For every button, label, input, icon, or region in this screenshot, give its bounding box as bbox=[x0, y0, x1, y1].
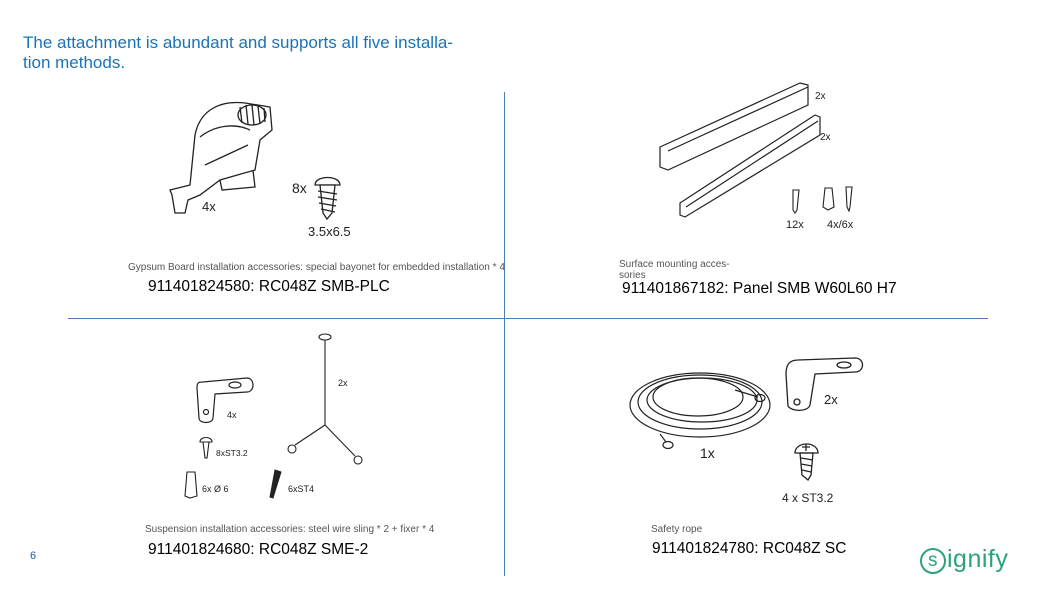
page-title-line-2: tion methods. bbox=[23, 53, 126, 72]
bracket-qty: 4x bbox=[202, 199, 216, 214]
vertical-divider bbox=[504, 92, 505, 576]
plate-qty: 4x bbox=[227, 410, 237, 420]
section-1-caption: Gypsum Board installation accessories: special bayonet for embedded installation * 4 bbox=[128, 262, 505, 273]
anchor-label: 6x Ø 6 bbox=[202, 484, 229, 494]
logo-text: ignify bbox=[947, 545, 1009, 573]
screw2-label: 6xST4 bbox=[288, 484, 315, 494]
surface-rails-illustration bbox=[650, 75, 880, 235]
wire-sling-icon bbox=[288, 334, 362, 464]
screw-qty: 8x bbox=[292, 180, 307, 196]
sling-qty: 2x bbox=[338, 378, 348, 388]
section-2-caption-line-1: Surface mounting acces- bbox=[619, 259, 730, 270]
bottom-rail-qty: 2x bbox=[820, 132, 831, 143]
section-4-caption: Safety rope bbox=[651, 524, 703, 535]
section-3-caption: Suspension installation accessories: steel wire sling * 2 + fixer * 4 bbox=[145, 524, 435, 535]
screw-icon bbox=[795, 444, 818, 480]
bayonet-bracket-illustration bbox=[160, 95, 390, 245]
section-2-code: 911401867182: Panel SMB W60L60 H7 bbox=[622, 280, 897, 297]
plate-qty: 2x bbox=[824, 392, 838, 407]
top-rail-qty: 2x bbox=[815, 91, 826, 102]
horizontal-divider bbox=[68, 318, 988, 319]
anchor-icon bbox=[823, 187, 852, 211]
screw-icon bbox=[315, 178, 340, 220]
section-2-caption bbox=[619, 259, 730, 281]
section-3-code: 911401824680: RC048Z SME-2 bbox=[148, 541, 369, 558]
screw-label: 4 x ST3.2 bbox=[782, 491, 834, 505]
anchor-qty: 4x/6x bbox=[827, 219, 854, 231]
page-title-line-1: The attachment is abundant and supports all five installa- bbox=[23, 33, 453, 52]
screw-qty: 12x bbox=[786, 219, 804, 231]
safety-rope-illustration bbox=[620, 350, 870, 510]
plate-icon bbox=[197, 378, 253, 423]
screw-size: 3.5x6.5 bbox=[308, 224, 351, 239]
section-2-caption-line-2: sories bbox=[619, 270, 646, 281]
page-title bbox=[23, 33, 503, 73]
section-4-code: 911401824780: RC048Z SC bbox=[652, 540, 847, 557]
suspension-kit-illustration bbox=[175, 330, 375, 510]
logo-s-mark: s bbox=[920, 548, 946, 574]
screw-icon bbox=[200, 438, 212, 459]
section-1-code: 911401824580: RC048Z SMB-PLC bbox=[148, 278, 390, 295]
screw2-icon bbox=[270, 470, 281, 498]
screw-icon bbox=[793, 190, 799, 213]
screw-label: 8xST3.2 bbox=[216, 448, 248, 458]
rope-qty: 1x bbox=[700, 445, 715, 461]
signify-logo bbox=[920, 545, 1008, 574]
anchor-icon bbox=[185, 472, 197, 498]
page-number: 6 bbox=[30, 550, 37, 562]
rope-icon bbox=[630, 373, 770, 449]
